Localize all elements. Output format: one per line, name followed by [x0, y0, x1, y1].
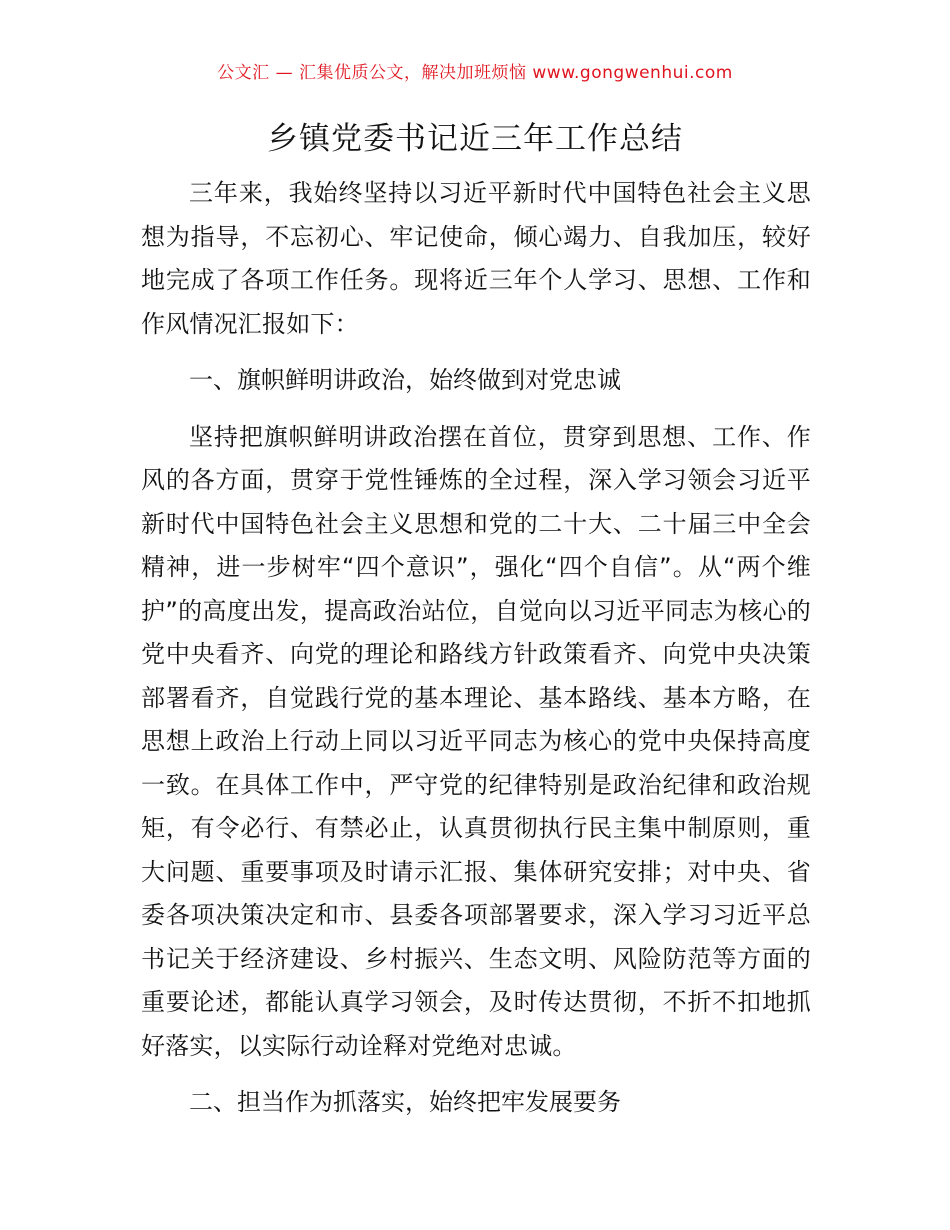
- section-1-heading: 一、旗帜鲜明讲政治，始终做到对党忠诚: [189, 366, 621, 394]
- section-1-paragraph: 坚持把旗帜鲜明讲政治摆在首位，贯穿到思想、工作、作风的各方面，贯穿于党性锤炼的全过程，深入学习领会习近平新时代中国特色社会主义思想和党的二十大、二十届三中全会精神，进一步树牢“四个意识”，强化“四个自信”。从“两个维护”的高度出发，提高政治站位，自觉向以习近平同志为核心的党中央看齐、向党的理论和路线方针政策看齐、向党中央决策部署看齐，自觉践行党的基本理论、基本路线、基本方略，在思想上政治上行动上同以习近平同志为核心的党中央保持高度一致。在具体工作中，严守党的纪律特别是政治纪律和政治规矩，有令必行、有禁必止，认真贯彻执行民主集中制原则，重大问题、重要事项及时请示汇报、集体研究安排；对中央、省委各项决策决定和市、县委各项部署要求，深入学习习近平总书记关于经济建设、乡村振兴、生态文明、风险防范等方面的重要论述，都能认真学习领会，及时传达贯彻，不折不扣地抓好落实，以实际行动诠释对党绝对忠诚。: [141, 422, 811, 1060]
- intro-paragraph: 三年来，我始终坚持以习近平新时代中国特色社会主义思想为指导，不忘初心、牢记使命，倾心竭力、自我加压，较好地完成了各项工作任务。现将近三年个人学习、思想、工作和作风情况汇报如下：: [141, 179, 811, 338]
- section-2-heading: 二、担当作为抓落实，始终把牢发展要务: [189, 1088, 621, 1116]
- document-title: 乡镇党委书记近三年工作总结: [267, 121, 683, 157]
- document-body: [141, 172, 811, 1138]
- header-banner: 公文汇 — 汇集优质公文，解决加班烦恼 www.gongwenhui.com: [217, 63, 733, 83]
